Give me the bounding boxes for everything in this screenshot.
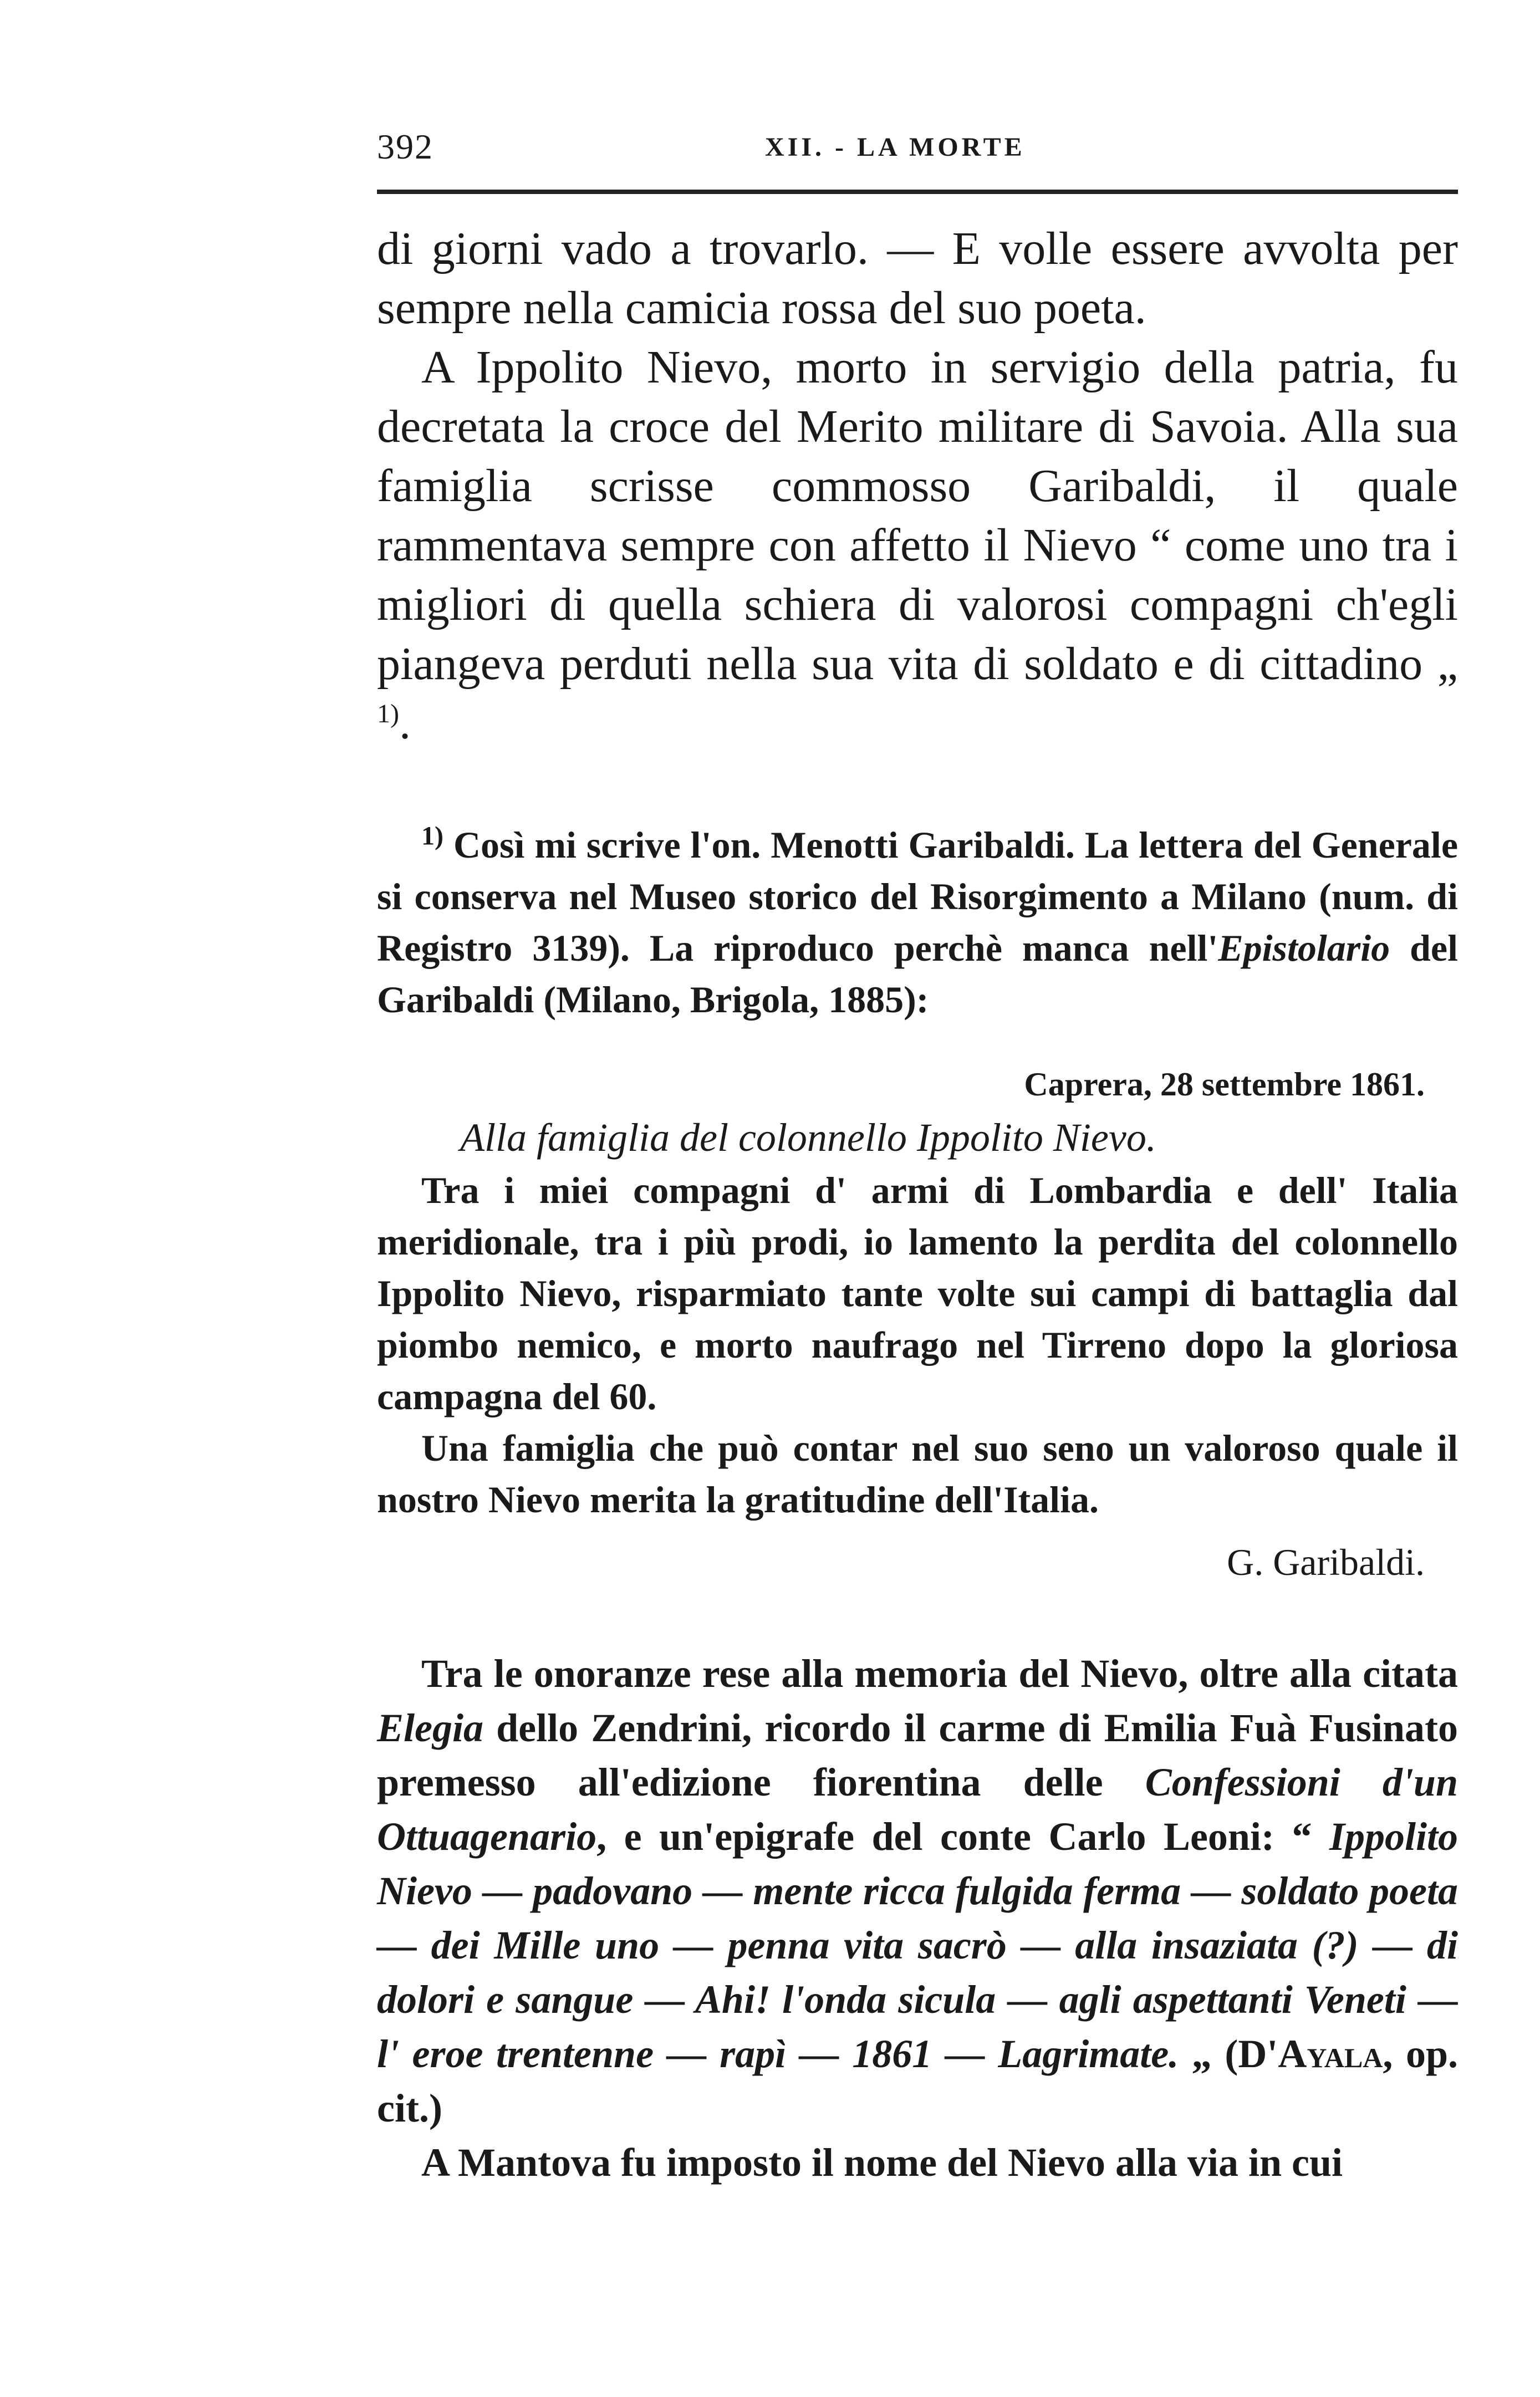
letter-salutation: Alla famiglia del colonnello Ippolito Nievo. [460, 1115, 1156, 1160]
letter-paragraph-2: Una famiglia che può contar nel suo seno un valoroso quale il nostro Nievo merita la gratitudine dell'Italia. [377, 1427, 1458, 1521]
paragraph-2 [377, 338, 1458, 753]
lower-text [377, 1646, 1458, 2190]
letter-paragraph-1: Tra i miei compagni d' armi di Lombardia e dell' Italia meridionale, tra i più prodi, io lamento la perdita del colonnello Ippolito Nievo, risparmiato tante volte sui campi di battaglia dal piombo nemico, e morto naufrago nel Tirreno dopo la gloriosa campagna del 60. [377, 1169, 1458, 1417]
paragraph-2-end: . [399, 697, 411, 749]
paragraph-3-text-d: „ (D' [1179, 2032, 1278, 2076]
running-title: XII. - LA MORTE [765, 132, 1026, 162]
paragraph-3-text-b: dello Zendrini, ricordo il carme di Emilia Fuà Fusinato premesso all'edizione fiorentina delle [377, 1706, 1458, 1804]
paragraph-1: di giorni vado a trovarlo. — E volle essere avvolta per sempre nella camicia rossa del suo poeta. [377, 223, 1458, 334]
footnote-reference: 1) [377, 699, 399, 728]
page-number: 392 [377, 127, 434, 166]
header-rule [377, 190, 1458, 194]
footnote-text-end: del Garibaldi (Milano, Brigola, 1885): [377, 927, 1458, 1021]
paragraph-3 [377, 1646, 1458, 2135]
footnote-block [377, 819, 1458, 1588]
footnote-text: Così mi scrive l'on. Menotti Garibaldi. La lettera del Generale si conserva nel Museo storico del Risorgimento a Milano (num. di Registro 3139). La riproduco perchè manca nell' [377, 824, 1459, 969]
footnote-marker: 1) [421, 821, 443, 851]
page-body [377, 219, 1458, 2190]
paragraph-3-text-a: Tra le onoranze rese alla memoria del Nievo, oltre alla citata [421, 1651, 1458, 1696]
elegia-title: Elegia [377, 1706, 483, 1750]
paragraph-2-text: A Ippolito Nievo, morto in servigio della patria, fu decretata la croce del Merito militare di Savoia. Alla sua famiglia scrisse commosso Garibaldi, il quale rammentava sempre con affetto il Nievo “ come uno tra i migliori di quella schiera di valorosi compagni ch'egli piangeva perduti nella sua vita di soldato e di cittadino „ [377, 341, 1458, 690]
main-text [377, 219, 1458, 753]
confessioni-title: Confessioni d'un Ottuagenario [377, 1760, 1458, 1859]
letter-signature: G. Garibaldi. [1227, 1541, 1425, 1583]
footnote-paragraph [377, 819, 1458, 1026]
paragraph-3-text-c: , e un'epigrafe del conte Carlo Leoni: “ [596, 1814, 1329, 1859]
letter-date: Caprera, 28 settembre 1861. [1024, 1066, 1425, 1103]
epigraph-text: Ippolito Nievo — padovano — mente ricca fulgida ferma — soldato poeta — dei Mille uno — penna vita sacrò — alla insaziata (?) — di dolori e sangue — Ahi! l'onda sicula — agli aspettanti Veneti — l' eroe trentenne — rapì — 1861 — Lagrimate. [377, 1814, 1458, 2076]
page-header [377, 126, 1458, 176]
paragraph-4: A Mantova fu imposto il nome del Nievo alla via in cui [421, 2140, 1343, 2185]
paragraph-3-text-e: , op. cit.) [377, 2032, 1459, 2130]
author-name: Ayala [1278, 2032, 1383, 2076]
footnote-work-title: Epistolario [1218, 927, 1390, 969]
